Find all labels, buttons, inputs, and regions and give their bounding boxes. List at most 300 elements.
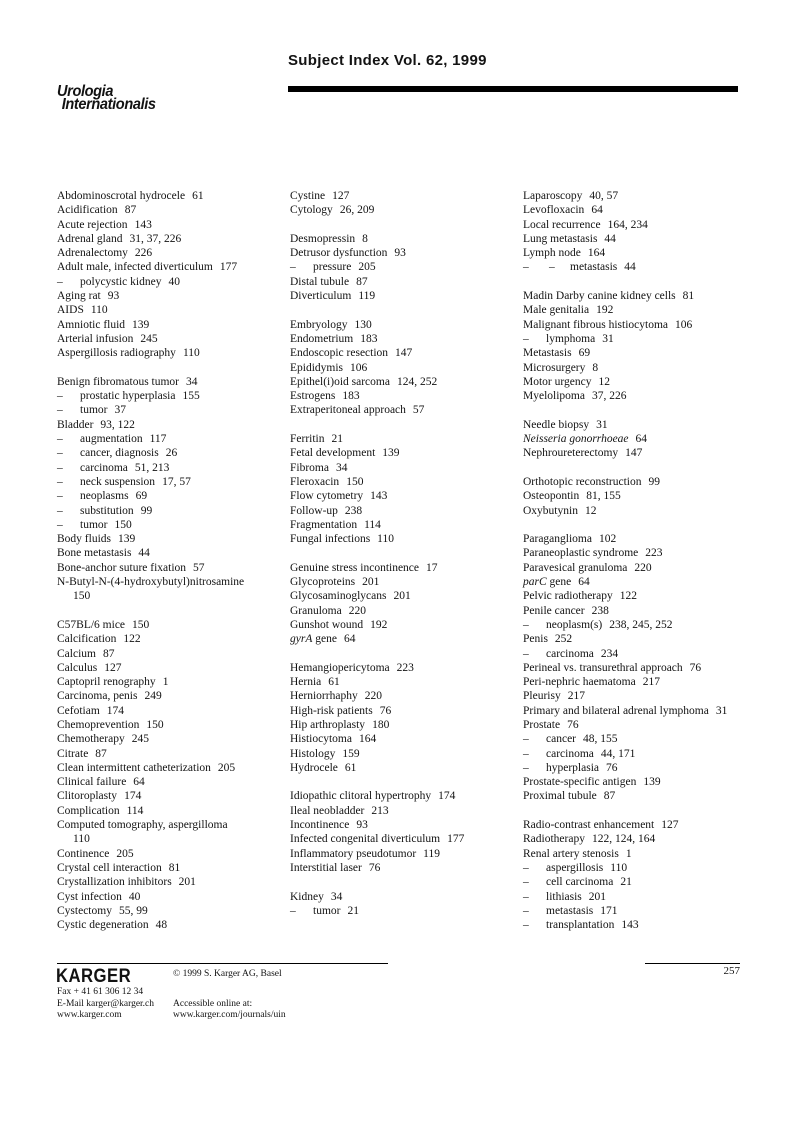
entry-term: Gunshot wound — [290, 618, 364, 631]
entry-term: Nephroureterectomy — [523, 447, 619, 460]
entry-page-numbers: 93 — [356, 819, 368, 832]
entry-page-numbers: 76 — [368, 861, 381, 874]
entry-term: Myelolipoma — [523, 390, 585, 403]
subentry-dash: – — [57, 461, 63, 474]
entry-page-numbers: 34 — [335, 461, 348, 474]
entry-page-numbers: 44 — [604, 232, 616, 245]
entry-page-numbers: 102 — [598, 533, 617, 546]
entry-page-numbers: 26 — [165, 447, 178, 460]
index-entry — [290, 718, 535, 732]
index-entry — [290, 289, 535, 303]
entry-term: Amniotic fluid — [57, 318, 126, 331]
subentry-dash: – — [57, 490, 63, 503]
entry-term: Penile cancer — [523, 604, 585, 617]
index-entry — [57, 203, 302, 217]
index-entry — [523, 346, 768, 360]
entry-term: Inflammatory pseudotumor — [290, 847, 417, 860]
entry-term: Adrenalectomy — [57, 247, 128, 260]
subentry-dash: – — [57, 475, 63, 488]
entry-page-numbers: 139 — [132, 318, 150, 331]
online-access-label: Accessible online at: — [173, 998, 253, 1009]
subentry-dash: – — [523, 747, 529, 760]
index-entry — [57, 918, 302, 932]
entry-page-numbers: 127 — [661, 819, 679, 832]
entry-term: Hernia — [290, 676, 322, 689]
index-entry — [57, 289, 302, 303]
index-entry — [57, 332, 302, 346]
entry-term: Follow-up — [290, 504, 338, 517]
index-subentry — [523, 647, 768, 661]
entry-page-numbers: 106 — [675, 318, 693, 331]
index-entry — [290, 589, 535, 603]
entry-page-numbers: 122 — [123, 633, 141, 646]
entry-page-numbers: 26, 209 — [339, 204, 375, 217]
page-number: 257 — [723, 965, 740, 977]
entry-term: Radio-contrast enhancement — [523, 819, 655, 832]
index-entry — [57, 418, 302, 432]
entry-page-numbers: 31, 37, 226 — [129, 232, 182, 245]
entry-page-numbers: 205 — [217, 761, 236, 774]
index-entry — [290, 375, 535, 389]
entry-page-numbers: 44 — [138, 547, 150, 560]
index-entry — [290, 789, 535, 803]
index-subentry — [523, 861, 768, 875]
entry-term: Glycosaminoglycans — [290, 590, 387, 603]
entry-page-numbers: 21 — [347, 904, 359, 917]
index-entry — [290, 604, 535, 618]
index-column — [57, 189, 302, 932]
index-entry — [523, 604, 768, 618]
entry-page-numbers: 1 — [625, 847, 632, 860]
entry-page-numbers: 205 — [358, 261, 376, 274]
entry-page-numbers: 37, 226 — [591, 390, 627, 403]
entry-group-gap — [290, 418, 535, 432]
index-entry — [290, 246, 535, 260]
entry-page-numbers: 64 — [591, 204, 603, 217]
index-entry — [57, 632, 302, 646]
entry-page-numbers: 21 — [620, 876, 632, 889]
index-subentry — [523, 618, 768, 632]
index-entry — [290, 804, 535, 818]
index-entry — [290, 675, 535, 689]
entry-page-numbers: 48, 155 — [583, 733, 618, 746]
entry-term: Histiocytoma — [290, 733, 352, 746]
entry-term: lymphoma — [546, 332, 596, 345]
entry-term: Epithel(i)oid sarcoma — [290, 375, 390, 388]
index-entry — [57, 675, 302, 689]
index-entry — [523, 661, 768, 675]
entry-page-numbers: 177 — [219, 261, 238, 274]
entry-page-numbers: 238, 245, 252 — [609, 618, 673, 631]
entry-term: tumor — [80, 404, 108, 417]
index-entry — [290, 661, 535, 675]
entry-term: cancer, diagnosis — [80, 447, 159, 460]
entry-page-numbers: 114 — [126, 804, 144, 817]
entry-term: C57BL/6 mice — [57, 618, 126, 631]
entry-page-numbers: 51, 213 — [134, 461, 170, 474]
index-subentry — [523, 890, 768, 904]
entry-term: Calcification — [57, 633, 117, 646]
entry-term: Glycoproteins — [290, 576, 356, 589]
entry-page-numbers: 40, 57 — [589, 190, 619, 202]
entry-page-numbers: 174 — [438, 790, 456, 803]
entry-group-gap — [290, 775, 535, 789]
entry-term: Paravesical granuloma — [523, 561, 628, 574]
index-entry — [57, 303, 302, 317]
index-entry — [523, 689, 768, 703]
entry-term: polycystic kidney — [80, 275, 162, 288]
entry-term: Chemotherapy — [57, 733, 125, 746]
entry-term: Infected congenital diverticulum — [290, 833, 441, 846]
index-entry — [290, 861, 535, 875]
entry-term: Abdominoscrotal hydrocele — [57, 190, 186, 202]
entry-page-numbers: 245 — [131, 733, 149, 746]
entry-group-gap — [57, 604, 302, 618]
entry-term: Neisseria gonorrhoeae — [523, 433, 629, 446]
entry-term: Detrusor dysfunction — [290, 247, 388, 260]
index-entry — [523, 575, 768, 589]
entry-page-numbers: 143 — [134, 218, 152, 231]
entry-page-numbers: 64 — [635, 433, 648, 446]
entry-page-numbers: 180 — [372, 718, 390, 731]
entry-term: tumor — [313, 904, 341, 917]
entry-term: Clean intermittent catheterization — [57, 761, 211, 774]
entry-page-numbers: 64 — [343, 633, 356, 646]
entry-page-numbers: 87 — [603, 790, 616, 803]
entry-term: Perineal vs. transurethral approach — [523, 661, 683, 674]
entry-page-numbers: 12 — [598, 375, 610, 388]
entry-page-numbers: 245 — [140, 332, 158, 345]
index-entry — [290, 747, 535, 761]
entry-page-numbers: 223 — [396, 661, 414, 674]
index-entry — [57, 861, 302, 875]
index-entry — [290, 461, 535, 475]
index-entry — [523, 303, 768, 317]
entry-page-numbers: 34 — [186, 375, 198, 388]
index-entry — [290, 346, 535, 360]
page-title: Subject Index Vol. 62, 1999 — [288, 52, 487, 69]
index-subentry — [523, 875, 768, 889]
entry-term: Osteopontin — [523, 490, 580, 503]
entry-page-numbers: 31 — [596, 418, 608, 431]
header-rule-bar — [288, 86, 738, 92]
subentry-dash: – — [523, 618, 529, 631]
index-entry — [290, 561, 535, 575]
index-entry — [290, 518, 535, 532]
index-entry — [290, 847, 535, 861]
entry-term: carcinoma — [546, 647, 594, 660]
index-entry — [57, 232, 302, 246]
entry-page-numbers: 81 — [168, 861, 181, 874]
entry-page-numbers: 110 — [182, 347, 200, 360]
index-entry — [57, 718, 302, 732]
entry-term: Renal artery stenosis — [523, 847, 619, 860]
entry-page-numbers: 192 — [370, 618, 388, 631]
index-entry — [523, 432, 768, 446]
index-entry — [523, 475, 768, 489]
index-subentry — [523, 761, 768, 775]
entry-term: metastasis — [546, 904, 594, 917]
entry-term: Benign fibromatous tumor — [57, 375, 180, 388]
entry-term: Cytology — [290, 204, 333, 217]
subentry-dash: – — [523, 876, 529, 889]
entry-term: Levofloxacin — [523, 204, 585, 217]
subentry-dash: – — [57, 504, 63, 517]
entry-term: Laparoscopy — [523, 190, 583, 202]
index-subentry — [57, 275, 302, 289]
entry-page-numbers: 99 — [140, 504, 153, 517]
index-subentry — [57, 489, 302, 503]
index-entry — [57, 647, 302, 661]
index-entry — [523, 446, 768, 460]
entry-term: neck suspension — [80, 475, 156, 488]
index-entry — [523, 489, 768, 503]
index-entry — [290, 275, 535, 289]
entry-term: Kidney — [290, 890, 324, 903]
index-entry — [57, 561, 302, 575]
entry-page-numbers: 99 — [648, 475, 660, 488]
index-entry — [57, 318, 302, 332]
index-entry — [290, 489, 535, 503]
entry-page-numbers: 139 — [118, 533, 136, 546]
entry-term: Epididymis — [290, 361, 344, 374]
entry-term: N-Butyl-N-(4-hydroxybutyl)nitrosamine — [57, 576, 245, 589]
index-entry — [523, 718, 768, 732]
entry-page-numbers: 69 — [578, 347, 591, 360]
entry-page-numbers: 183 — [360, 332, 378, 345]
entry-page-numbers: 122 — [619, 590, 637, 603]
entry-term: Lung metastasis — [523, 232, 598, 245]
index-entry — [523, 789, 768, 803]
entry-page-numbers: 201 — [362, 576, 380, 589]
entry-page-numbers: 61 — [344, 761, 357, 774]
entry-page-numbers: 150 — [132, 618, 150, 631]
entry-term: Peri-nephric haematoma — [523, 676, 636, 689]
entry-term: Cyst infection — [57, 890, 122, 903]
copyright-text: © 1999 S. Karger AG, Basel — [173, 969, 282, 979]
index-entry — [57, 218, 302, 232]
entry-term: Paraganglioma — [523, 533, 592, 546]
entry-page-numbers: 147 — [395, 347, 413, 360]
entry-term: Clinical failure — [57, 776, 127, 789]
index-entry — [523, 847, 768, 861]
entry-term: Primary and bilateral adrenal lymphoma — [523, 704, 709, 717]
entry-page-numbers: 159 — [342, 747, 360, 760]
entry-page-numbers: 220 — [634, 561, 652, 574]
entry-term: Endometrium — [290, 332, 354, 345]
entry-term: Prostate — [523, 718, 561, 731]
subentry-dash: – — [523, 919, 529, 932]
index-entry — [290, 332, 535, 346]
entry-term: metastasis — [570, 261, 618, 274]
entry-page-numbers: 40 — [168, 275, 180, 288]
index-subentry — [523, 732, 768, 746]
entry-term: Embryology — [290, 318, 348, 331]
entry-term: Cefotiam — [57, 704, 100, 717]
index-column — [290, 189, 535, 918]
index-subentry — [57, 518, 302, 532]
entry-page-numbers: 31 — [602, 332, 614, 345]
index-subentry — [57, 446, 302, 460]
entry-page-numbers: 93 — [394, 247, 406, 260]
index-entry — [523, 832, 768, 846]
entry-page-numbers: 177 — [447, 833, 465, 846]
entry-page-numbers: 31 — [715, 704, 728, 717]
entry-page-numbers: 143 — [621, 919, 639, 932]
index-entry — [57, 818, 302, 832]
entry-page-numbers: 34 — [330, 890, 343, 903]
index-subentry — [523, 904, 768, 918]
entry-term: Malignant fibrous histiocytoma — [523, 318, 669, 331]
index-entry — [523, 632, 768, 646]
entry-page-numbers: 76 — [606, 761, 618, 774]
entry-term: Acute rejection — [57, 218, 128, 231]
entry-page-numbers: 150 — [114, 518, 132, 531]
online-access-block — [173, 999, 286, 1022]
entry-page-numbers: 61 — [328, 676, 340, 689]
entry-page-numbers: 110 — [90, 304, 108, 317]
entry-group-gap — [290, 546, 535, 560]
entry-term: neoplasms — [80, 490, 129, 503]
index-entry — [523, 318, 768, 332]
entry-term: Madin Darby canine kidney cells — [523, 290, 676, 303]
entry-page-numbers: 17 — [426, 561, 438, 574]
entry-group-gap — [523, 461, 768, 475]
entry-page-numbers: 8 — [362, 232, 368, 245]
entry-term: Ileal neobladder — [290, 804, 365, 817]
index-entry — [523, 775, 768, 789]
index-entry — [523, 675, 768, 689]
index-entry — [57, 661, 302, 675]
index-entry — [523, 218, 768, 232]
online-access-url: www.karger.com/journals/uin — [173, 1010, 286, 1020]
entry-page-numbers: 201 — [393, 590, 411, 603]
entry-page-numbers: 106 — [350, 361, 368, 374]
entry-term: Idiopathic clitoral hypertrophy — [290, 790, 432, 803]
index-entry — [57, 618, 302, 632]
entry-term: Pelvic radiotherapy — [523, 590, 613, 603]
entry-term: Complication — [57, 804, 120, 817]
index-entry — [290, 203, 535, 217]
subentry-dash: – — [57, 390, 63, 403]
entry-page-numbers: 48 — [155, 919, 168, 932]
index-entry — [57, 532, 302, 546]
entry-page-numbers: 234 — [600, 647, 619, 660]
index-entry — [57, 732, 302, 746]
entry-term: augmentation — [80, 433, 143, 446]
index-entry — [523, 418, 768, 432]
index-entry — [57, 890, 302, 904]
entry-page-numbers: 44, 171 — [600, 747, 636, 760]
entry-term: Prostate-specific antigen — [523, 776, 637, 789]
entry-term: gyrA gene — [290, 633, 337, 646]
journal-logo-line2: Internationalis — [61, 96, 156, 113]
entry-term: parC gene — [523, 576, 572, 589]
entry-page-numbers: 76 — [379, 704, 392, 717]
entry-term: Cystine — [290, 190, 326, 202]
index-entry — [523, 375, 768, 389]
entry-term: Arterial infusion — [57, 332, 134, 345]
entry-page-numbers: 87 — [356, 275, 368, 288]
publisher-contact-block — [57, 987, 154, 1022]
index-entry — [57, 847, 302, 861]
entry-page-numbers: 220 — [364, 690, 382, 703]
entry-term: Bone metastasis — [57, 547, 132, 560]
index-entry — [57, 875, 302, 889]
index-entry — [290, 532, 535, 546]
index-entry — [290, 575, 535, 589]
entry-term: aspergillosis — [546, 861, 604, 874]
entry-term: Diverticulum — [290, 290, 352, 303]
entry-term: tumor — [80, 518, 108, 531]
entry-term: lithiasis — [546, 890, 582, 903]
entry-term: Microsurgery — [523, 361, 586, 374]
entry-page-numbers: 127 — [104, 661, 122, 674]
entry-group-gap — [57, 361, 302, 375]
subentry-dash: – — [523, 904, 529, 917]
index-entry — [290, 618, 535, 632]
email-line: E-Mail karger@karger.ch — [57, 998, 155, 1009]
entry-page-numbers: 124, 252 — [396, 375, 438, 388]
entry-page-numbers: 150 — [346, 475, 364, 488]
entry-term: Captopril renography — [57, 676, 156, 689]
entry-page-numbers: 217 — [642, 676, 660, 689]
entry-page-numbers: 76 — [689, 661, 702, 674]
subentry-dash: – — [523, 332, 529, 345]
entry-term: hyperplasia — [546, 761, 600, 774]
entry-term: Paraneoplastic syndrome — [523, 547, 639, 560]
index-subentry — [57, 389, 302, 403]
index-subentry — [290, 260, 535, 274]
entry-term: Cystectomy — [57, 904, 112, 917]
index-entry — [523, 232, 768, 246]
index-entry — [57, 804, 302, 818]
entry-term: Orthotopic reconstruction — [523, 475, 642, 488]
subentry-dash: – — [523, 890, 529, 903]
index-entry-continuation: 110 — [73, 833, 90, 846]
entry-term: Clitoroplasty — [57, 790, 118, 803]
entry-term: carcinoma — [546, 747, 594, 760]
index-subentry — [57, 432, 302, 446]
website-line: www.karger.com — [57, 1010, 122, 1020]
entry-group-gap — [290, 647, 535, 661]
entry-group-gap — [290, 875, 535, 889]
entry-term: Adult male, infected diverticulum — [57, 261, 213, 274]
entry-term: Endoscopic resection — [290, 347, 389, 360]
footer-rule-left — [57, 963, 388, 964]
entry-term: Fibroma — [290, 461, 329, 474]
entry-page-numbers: 174 — [124, 790, 142, 803]
index-subentry — [57, 403, 302, 417]
entry-page-numbers: 64 — [578, 576, 590, 589]
index-entry — [290, 632, 535, 646]
entry-term: Cystic degeneration — [57, 919, 149, 932]
index-subentry — [57, 504, 302, 518]
entry-term: Bladder — [57, 418, 94, 431]
entry-term: pressure — [313, 261, 352, 274]
karger-logo: KARGER — [56, 966, 132, 987]
index-entry — [290, 232, 535, 246]
entry-term: Distal tubule — [290, 275, 350, 288]
entry-term: Crystal cell interaction — [57, 861, 162, 874]
entry-term: Penis — [523, 633, 548, 646]
index-entry — [523, 389, 768, 403]
entry-term: Hemangiopericytoma — [290, 661, 390, 674]
index-entry — [290, 403, 535, 417]
entry-page-numbers: 130 — [354, 318, 372, 331]
entry-term: Hip arthroplasty — [290, 718, 366, 731]
subentry-dash: – — [57, 433, 63, 446]
